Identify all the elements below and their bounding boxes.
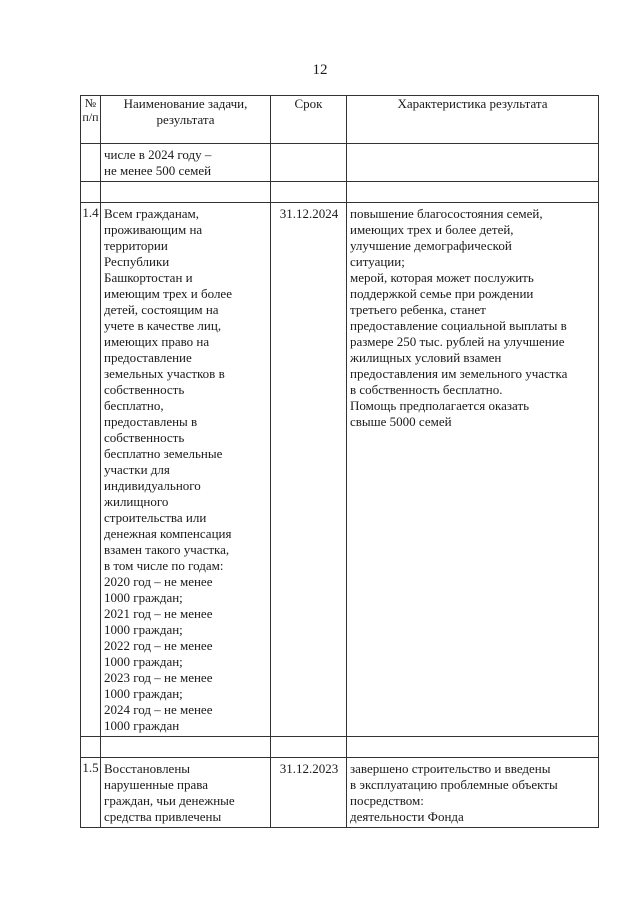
spacer-cell xyxy=(271,182,347,203)
row-name: Восстановлены нарушенные права граждан, чьи денежные средства привлечены xyxy=(104,761,235,824)
row-number-cell xyxy=(81,758,101,828)
table-header-row xyxy=(81,96,599,144)
table-row xyxy=(81,203,599,737)
table-spacer-row xyxy=(81,737,599,758)
page-number: 12 xyxy=(312,62,328,78)
header-result xyxy=(347,96,599,144)
header-number xyxy=(81,96,101,144)
row-term xyxy=(271,144,346,149)
header-task-name-label: Наименование задачи, результата xyxy=(123,96,248,127)
row-number-cell xyxy=(81,144,101,182)
row-result: завершено строительство и введены в эксплуатацию проблемные объекты посредством: деятельности Фонда xyxy=(350,761,558,824)
row-term-cell xyxy=(271,758,347,828)
header-term-label: Срок xyxy=(294,96,323,111)
row-name-cell xyxy=(101,758,271,828)
table-row xyxy=(81,144,599,182)
row-result-cell xyxy=(347,758,599,828)
spacer-cell xyxy=(81,737,101,758)
row-name: числе в 2024 году – не менее 500 семей xyxy=(104,147,212,178)
spacer-cell xyxy=(347,737,599,758)
spacer-cell xyxy=(101,182,271,203)
row-result xyxy=(347,144,598,149)
results-table xyxy=(80,95,599,828)
row-term: 31.12.2023 xyxy=(279,761,339,776)
header-number-label: № п/п xyxy=(82,96,99,124)
row-name-cell xyxy=(101,144,271,182)
row-number: 1.4 xyxy=(82,205,99,220)
row-name: Всем гражданам, проживающим на территории Республики Башкортостан и имеющим трех и более детей, состоящим на учете в качестве лиц, имеющих право на предоставление земельных участков в собственность бесплатно, предоставлены в собственность бесплатно земельные участки для индивидуального жилищного строительства или денежная компенсация взамен такого участка, в том числе по годам: 2020 год – не менее 1000 граждан; 2021 год – не менее 1000 граждан; 2022 год – не менее 1000 граждан; 2023 год – не менее 1000 граждан; 2024 год – не менее 1000 граждан xyxy=(104,206,232,733)
table-spacer-row xyxy=(81,182,599,203)
row-number xyxy=(81,144,100,146)
row-number-cell xyxy=(81,203,101,737)
header-result-label: Характеристика результата xyxy=(397,96,548,111)
row-term: 31.12.2024 xyxy=(279,206,339,221)
row-result-cell xyxy=(347,144,599,182)
header-task-name xyxy=(101,96,271,144)
row-term-cell xyxy=(271,203,347,737)
row-term-cell xyxy=(271,144,347,182)
table-row xyxy=(81,758,599,828)
spacer-cell xyxy=(347,182,599,203)
header-term xyxy=(271,96,347,144)
row-result-cell xyxy=(347,203,599,737)
spacer-cell xyxy=(81,182,101,203)
spacer-cell xyxy=(101,737,271,758)
row-result: повышение благосостояния семей, имеющих трех и более детей, улучшение демографической ситуации; мерой, которая может послужить поддержкой семье при рождении третьего ребенка, станет предоставление социальной выплаты в размере 250 тыс. рублей на улучшение жилищных условий взамен предоставления им земельного участка в собственность бесплатно. Помощь предполагается оказать свыше 5000 семей xyxy=(350,206,568,429)
row-name-cell xyxy=(101,203,271,737)
spacer-cell xyxy=(271,737,347,758)
row-number: 1.5 xyxy=(82,760,99,775)
